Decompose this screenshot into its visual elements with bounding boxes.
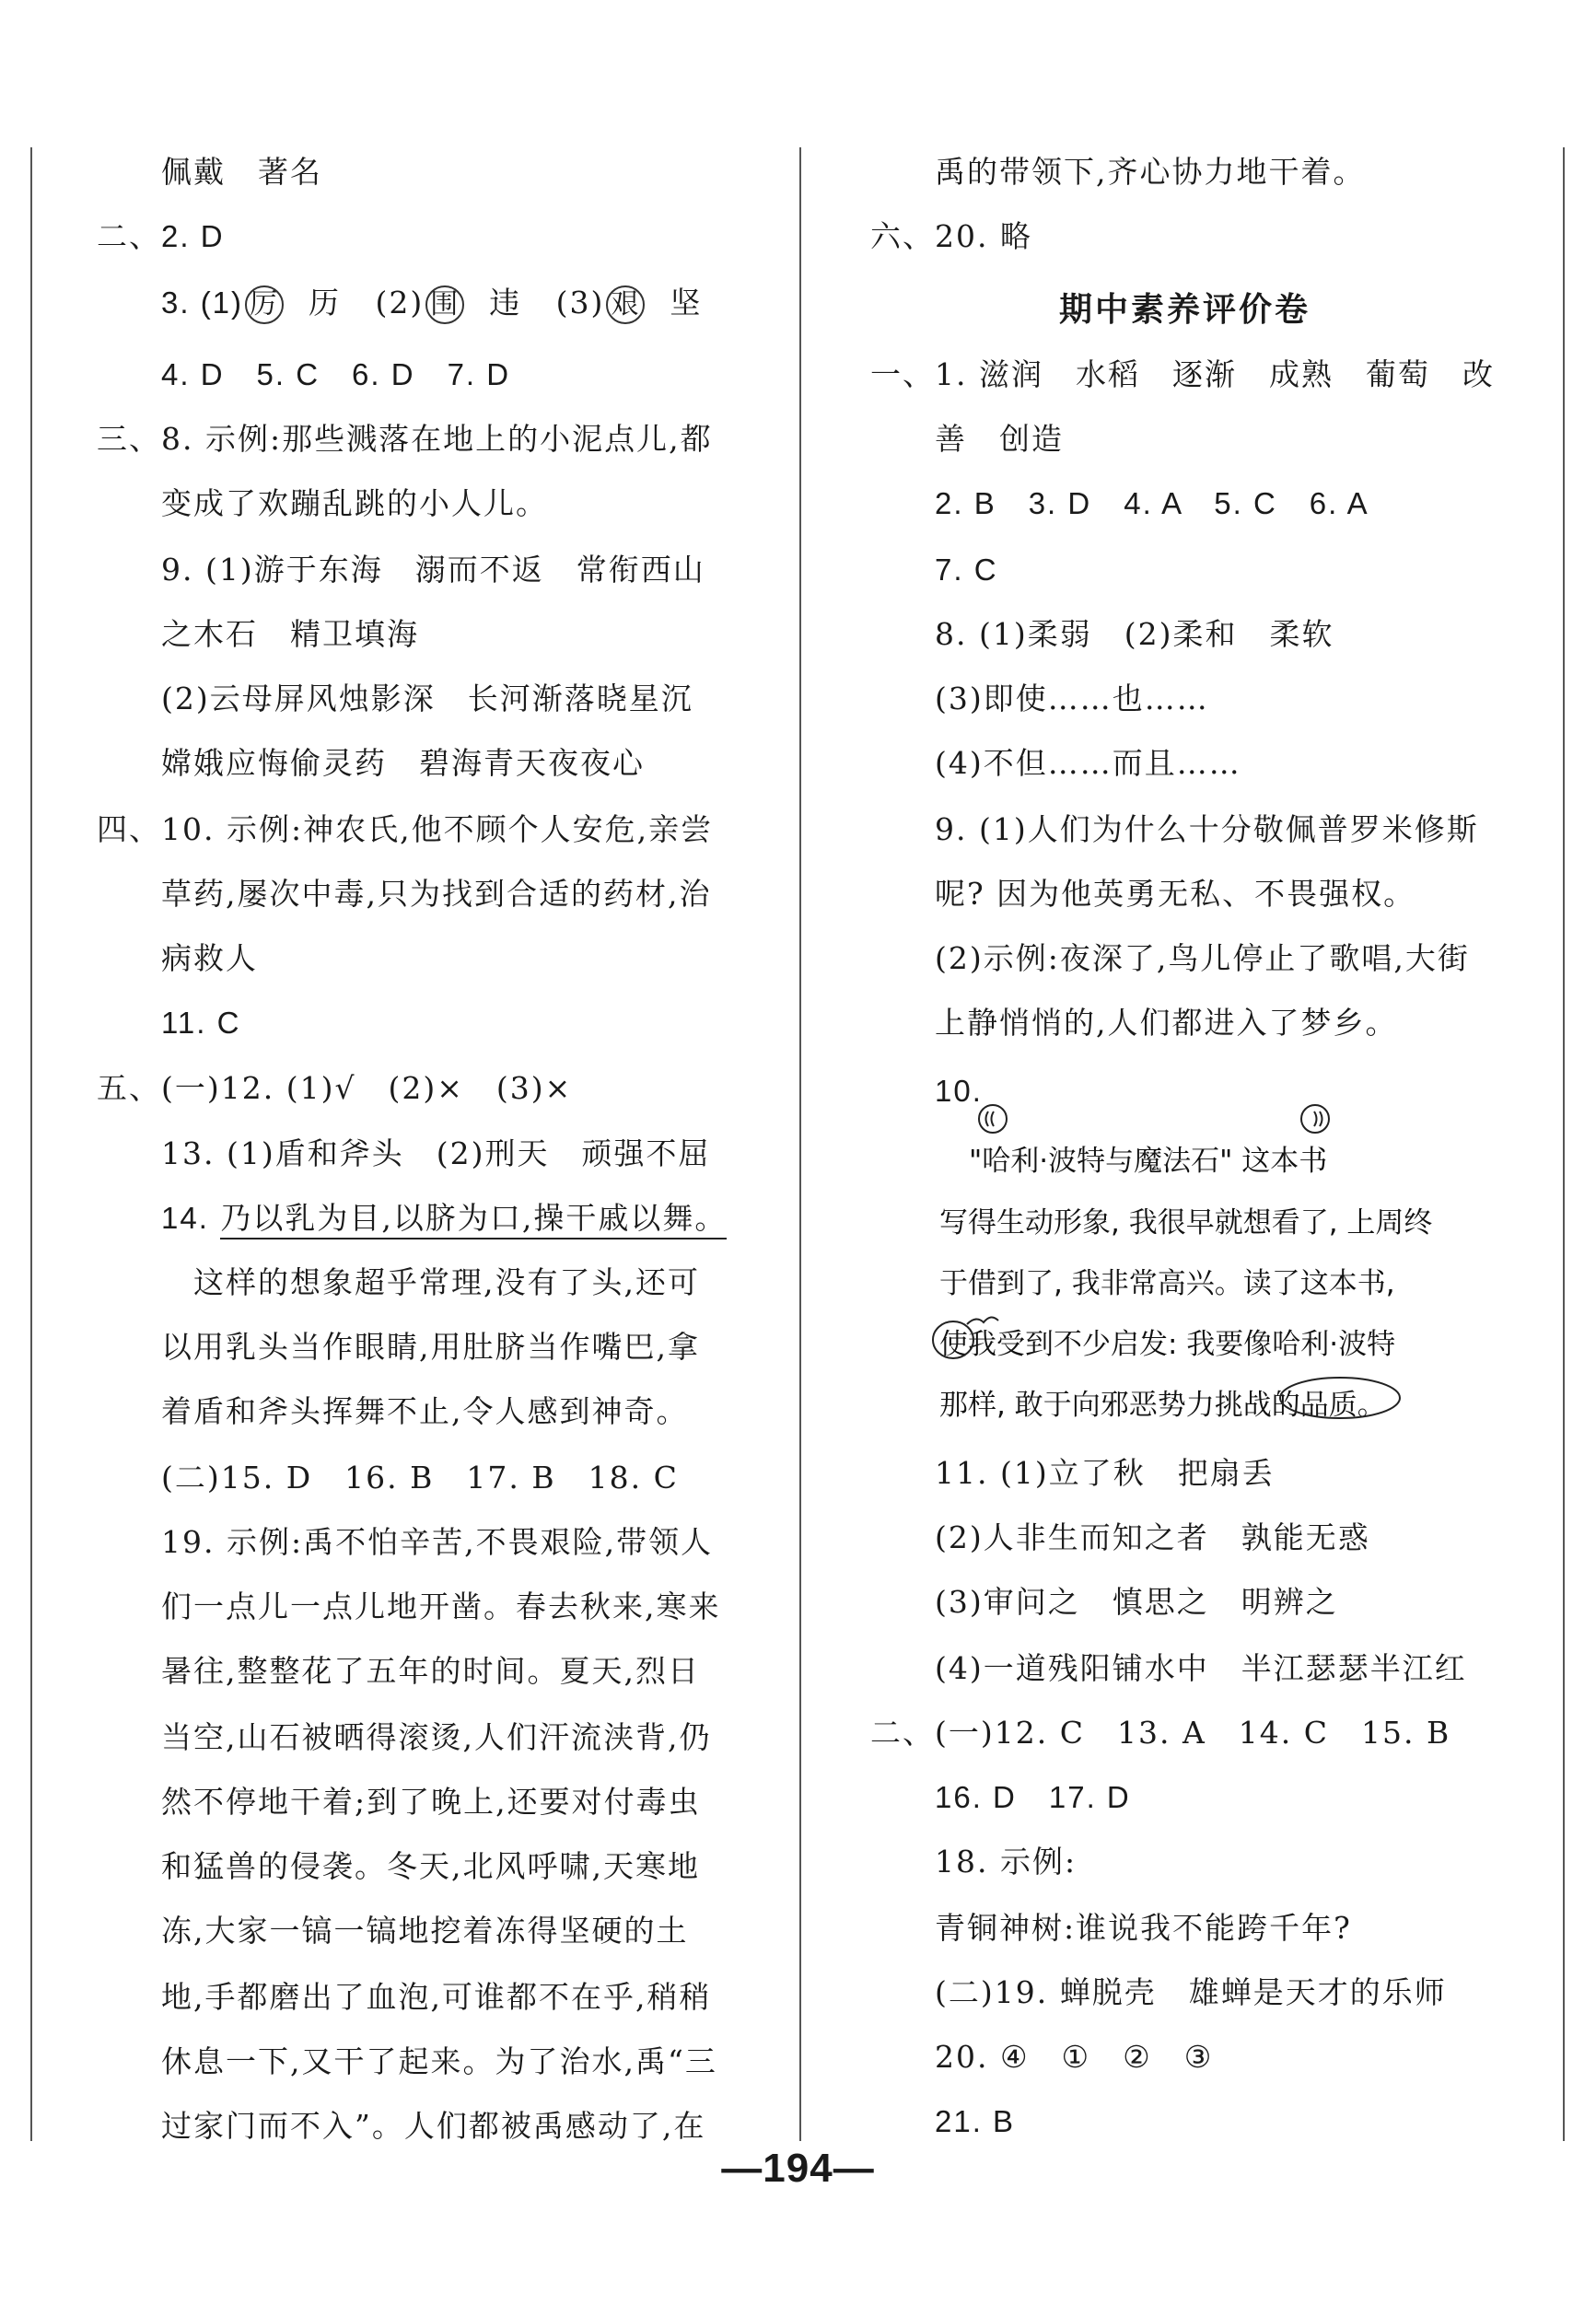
underlined-answer: 乃以乳为目,以脐为口,操干戚以舞。 [220,1200,727,1239]
insert-mark-icon [1299,1100,1335,1137]
right-margin-rule [1563,147,1565,2141]
section-title: 期中素养评价卷 [1059,291,1311,329]
answer-line: 禹的带领下,齐心协力地干着。 [935,154,1366,190]
answer-line: 21. B [935,2104,1016,2138]
answer-line: 六、20. 略 [870,218,1032,254]
answer-line: 19. 示例:禹不怕辛苦,不畏艰险,带领人 [161,1524,714,1560]
answer-line: 以用乳头当作眼睛,用肚脐当作嘴巴,拿 [161,1329,700,1365]
answer-line: 过家门而不入”。人们都被禹感动了,在 [161,2108,706,2144]
handwritten-line: 写得生动形象, 我很早就想看了, 上周终 [939,1206,1433,1239]
handwritten-line: 那样, 敢于向邪恶势力挑战的品质。 [939,1389,1386,1422]
deletion-mark-icon [1276,1370,1404,1426]
answer-line: (3)审问之 慎思之 明辨之 [935,1584,1338,1620]
answer-line: 呢? 因为他英勇无私、不畏强权。 [935,876,1416,912]
answer-line: 嫦娥应悔偷灵药 碧海青天夜夜心 [161,745,645,781]
deletion-mark-icon [930,1308,1013,1363]
answer-line: (二)19. 蝉脱壳 雄蝉是天才的乐师 [935,1974,1447,2010]
answer-line: 2. B 3. D 4. A 5. C 6. A [935,486,1369,520]
answer-line: 之木石 精卫填海 [161,616,419,652]
answer-line: 变成了欢蹦乱跳的小人儿。 [161,485,548,521]
answer-line: 地,手都磨出了血泡,可谁都不在乎,稍稍 [161,1979,712,2015]
answer-line: 7. C [935,553,998,587]
circled-character: 围 [425,285,464,324]
answer-line: 二、(一)12. C 13. A 14. C 15. B [870,1715,1451,1751]
left-margin-rule [30,147,32,2141]
answer-line: 五、(一)12. (1)√ (2)× (3)× [97,1070,573,1106]
answer-line: 三、8. 示例:那些溅落在地上的小泥点儿,都 [97,421,713,457]
circled-character: 厉 [245,285,284,324]
answer-line [161,1198,727,1239]
answer-line: 11. (1)立了秋 把扇丢 [935,1455,1275,1491]
answer-line: 休息一下,又干了起来。为了治水,禹“三 [161,2043,717,2079]
page-number: —194— [721,2146,875,2191]
answer-line: 青铜神树:谁说我不能跨千年? [935,1910,1352,1946]
handwritten-line: 于借到了, 我非常高兴。读了这本书, [939,1267,1395,1300]
answer-line: 18. 示例: [935,1844,1078,1880]
insert-mark-icon [976,1100,1013,1137]
circled-character: 艰 [606,285,645,324]
answer-line: (4)不但……而且…… [935,745,1241,781]
answer-line: 冻,大家一镐一镐地挖着冻得坚硬的土 [161,1913,689,1949]
answer-line: 11. C [161,1006,241,1040]
answer-line: (4)一道残阳铺水中 半江瑟瑟半江红 [935,1650,1467,1686]
answer-line: (二)15. D 16. B 17. B 18. C [161,1460,679,1496]
answer-line: 8. (1)柔弱 (2)柔和 柔软 [935,616,1334,652]
center-divider [799,147,801,2141]
answer-line: 们一点儿一点儿地开凿。春去秋来,寒来 [161,1589,721,1624]
answer-line: 4. D 5. C 6. D 7. D [161,357,511,391]
answer-line: 和猛兽的侵袭。冬天,北风呼啸,天寒地 [161,1848,700,1884]
answer-line: 这样的想象超乎常理,没有了头,还可 [193,1264,700,1300]
answer-line: 一、1. 滋润 水稻 逐渐 成熟 葡萄 改 [870,356,1495,392]
answer-line: (3)即使……也…… [935,681,1209,716]
question-number: 14. [161,1201,209,1235]
answer-line: 佩戴 著名 [161,154,322,190]
handwritten-line: "哈利·波特与魔法石" 这本书 [969,1145,1328,1178]
answer-line: 20. ④ ① ② ③ [935,2039,1214,2075]
answer-line: 当空,山石被晒得滚烫,人们汗流浃背,仍 [161,1719,712,1755]
answer-line: 13. (1)盾和斧头 (2)刑天 顽强不屈 [161,1135,711,1171]
answer-line: 善 创造 [935,421,1064,457]
answer-line: 9. (1)游于东海 溺而不返 常衔西山 [161,552,705,588]
answer-line: (2)示例:夜深了,鸟儿停止了歌唱,大街 [935,940,1470,976]
answer-line: 病救人 [161,940,258,976]
answer-line: 9. (1)人们为什么十分敬佩普罗米修斯 [935,811,1479,847]
answer-line: 四、10. 示例:神农氏,他不顾个人安危,亲尝 [97,811,714,847]
answer-line: 上静悄悄的,人们都进入了梦乡。 [935,1005,1398,1041]
handwritten-line: 使我受到不少启发: 我要像哈利·波特 [939,1328,1396,1361]
answer-line: 草药,屡次中毒,只为找到合适的药材,治 [161,876,712,912]
answer-line: 3. (1) 厉 历 (2) 围 违 (3) 艰 坚 [161,283,702,324]
answer-line: 着盾和斧头挥舞不止,令人感到神奇。 [161,1393,689,1429]
answer-line: 二、2. D [97,219,225,253]
answer-line: 10. [935,1074,983,1108]
answer-line: 16. D 17. D [935,1780,1131,1814]
answer-line: (2)人非生而知之者 孰能无惑 [935,1519,1370,1555]
answer-line: 然不停地干着;到了晚上,还要对付毒虫 [161,1784,701,1820]
answer-line: (2)云母屏风烛影深 长河渐落晓星沉 [161,681,693,716]
answer-line: 暑往,整整花了五年的时间。夏天,烈日 [161,1653,700,1689]
